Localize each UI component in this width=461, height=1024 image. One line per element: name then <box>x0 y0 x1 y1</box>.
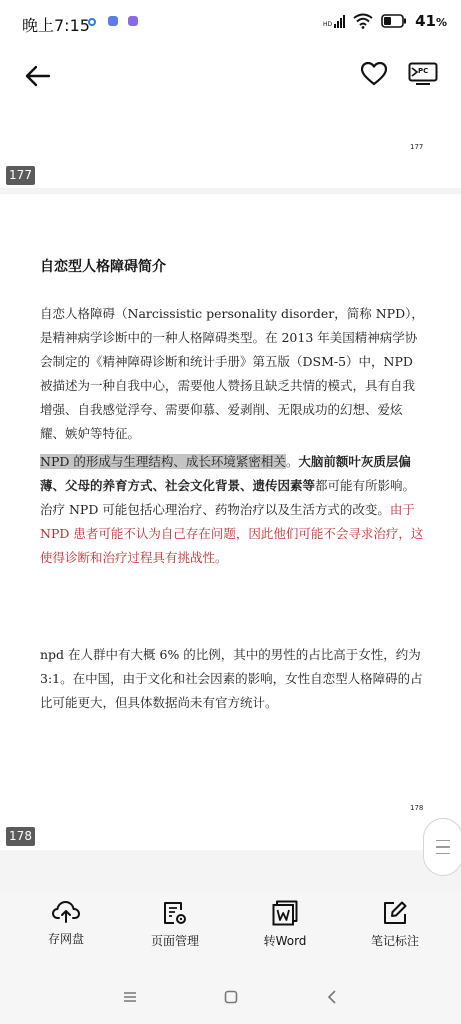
battery-percent: 41% <box>415 12 447 30</box>
status-right <box>323 12 447 30</box>
back-button[interactable] <box>18 58 58 94</box>
word-convert-icon <box>272 900 298 926</box>
favorite-button[interactable] <box>356 56 392 92</box>
app-notification-icon <box>108 16 118 26</box>
note-annotate-button[interactable] <box>345 900 445 960</box>
page-number-printed: 177 <box>410 143 424 151</box>
arrow-left-icon <box>25 65 51 87</box>
paragraph-causes: NPD 的形成与生理结构、成长环境紧密相关。大脑前额叶灰质层偏薄、父母的养育方式、社会文化背景、遗传因素等都可能有所影响。治疗 NPD 可能包括心理治疗、药物治疗以及生活方式的改变。由于 NPD 患者可能不认为自己存在问题，因此他们可能不会寻求治疗，这使得诊断和治疗过程具有挑战性。 <box>40 454 424 565</box>
app-notification-icon <box>128 16 138 26</box>
notification-icon <box>88 18 96 26</box>
scroll-handle[interactable] <box>423 818 461 876</box>
menu-icon <box>123 991 137 1003</box>
home-square-icon <box>224 990 238 1004</box>
save-to-cloud-button[interactable] <box>16 900 116 960</box>
page-manage-button[interactable] <box>125 900 225 960</box>
highlighted-text[interactable]: NPD 的形成与生理结构、成长环境紧密相关 <box>40 454 286 469</box>
convert-to-word-button[interactable] <box>235 900 335 960</box>
page-manage-icon <box>162 900 188 926</box>
bold-text: 大脑前额叶灰质层偏薄、父母的养育方式、社会文化背景、遗传因素等 <box>40 454 411 493</box>
note-edit-icon <box>382 900 408 926</box>
toolbar-label: 页面管理 <box>150 934 199 948</box>
red-note-text: 由于 NPD 患者可能不认为自己存在问题，因此他们可能不会寻求治疗，这使得诊断和治疗过程具有挑战性。 <box>40 502 424 565</box>
cloud-upload-icon <box>52 900 80 924</box>
status-time: 晚上7:15 <box>22 16 90 35</box>
nav-home-button[interactable] <box>211 982 251 1012</box>
signal-icon: HD <box>323 15 345 28</box>
battery-icon <box>381 14 407 28</box>
toolbar-label: 转Word <box>263 934 307 948</box>
paragraph-statistics: npd 在人群中有大概 6% 的比例，其中的男性的占比高于女性，约为 3:1。在中国，由于文化和社会因素的影响，女性自恋型人格障碍的占比可能更大，但具体数据尚未有官方统计。 <box>40 647 423 710</box>
nav-menu-button[interactable] <box>110 982 150 1012</box>
view-on-pc-button[interactable]: PC <box>404 56 442 92</box>
page-badge: 177 <box>6 166 35 185</box>
document-title: 自恋型人格障碍简介 <box>40 259 166 275</box>
nav-back-button[interactable] <box>312 982 352 1012</box>
wifi-icon <box>353 13 373 29</box>
page-badge: 178 <box>6 827 35 846</box>
heart-outline-icon <box>361 62 387 86</box>
page-177 <box>0 110 461 188</box>
toolbar-label: 存网盘 <box>47 932 84 946</box>
paragraph-definition: 自恋人格障碍（Narcissistic personality disorder，简称 NPD），是精神病学诊断中的一种人格障碍类型。在 2013 年美国精神病学协会制定的《精神障碍诊断和统计手册》第五版（DSM-5）中，NPD 被描述为一种自我中心，需要他人赞扬且缺乏共情的模式，具有自我增强、自我感觉浮夸、需要仰慕、爱剥削、无限成功的幻想、爱炫耀、嫉妒等特征。 <box>40 306 424 441</box>
back-chevron-icon <box>327 990 337 1004</box>
page-number-printed: 178 <box>410 804 424 812</box>
toolbar-label: 笔记标注 <box>370 934 419 948</box>
